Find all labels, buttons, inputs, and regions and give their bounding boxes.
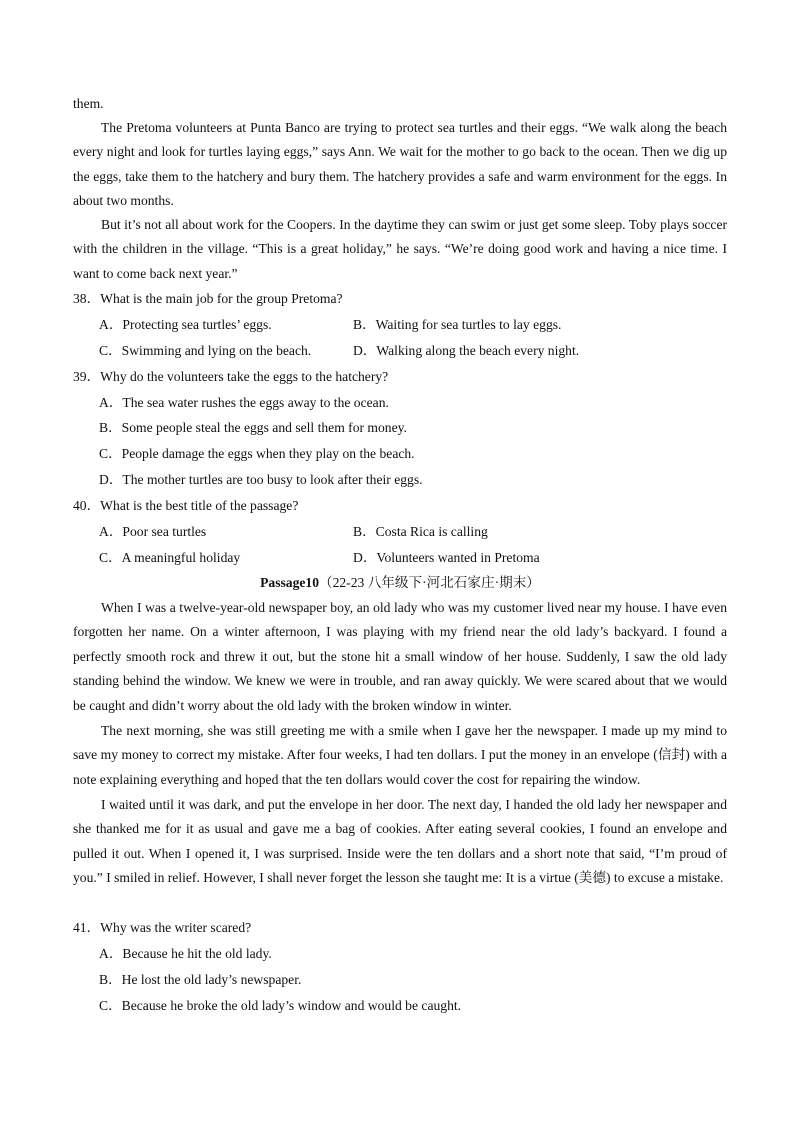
passage10-paragraph-1: When I was a twelve-year-old newspaper boy, an old lady who was my customer lived near my house. I have even forgotten her name. On a winter afternoon, I was playing with my friend near the old lady’s backyard. I found a perfectly smooth rock and threw it out, but the stone hit a small window of her house. Suddenly, I saw the old lady standing behind the window. We knew we were in trouble, and ran away quickly. We were scared about that we would be caught and didn’t worry about the old lady with the broken window in winter.: [73, 600, 727, 713]
question-40-option-a: A．Poor sea turtles: [99, 524, 207, 539]
question-40-option-d: D．Volunteers wanted in Pretoma: [353, 550, 540, 565]
continuation-text: them.: [73, 96, 104, 111]
question-38-option-b: B．Waiting for sea turtles to lay eggs.: [353, 317, 562, 332]
question-39-option-a: A．The sea water rushes the eggs away to the ocean.: [99, 395, 389, 410]
question-38-option-a: A．Protecting sea turtles’ eggs.: [99, 317, 272, 332]
question-41-stem: 41．Why was the writer scared?: [73, 920, 252, 935]
question-39-stem: 39．Why do the volunteers take the eggs to the hatchery?: [73, 369, 389, 384]
question-41-option-a: A．Because he hit the old lady.: [99, 946, 272, 961]
question-40-stem: 40．What is the best title of the passage?: [73, 498, 299, 513]
passage9-paragraph-1: The Pretoma volunteers at Punta Banco are trying to protect sea turtles and their eggs. “We walk along the beach every night and look for turtles laying eggs,” says Ann. We wait for the mother to go back to the ocean. Then we dig up the eggs, take them to the hatchery and bury them. The hatchery provides a safe and warm environment for the eggs. In about two months.: [73, 120, 727, 209]
question-40-option-b: B．Costa Rica is calling: [353, 524, 488, 539]
question-41-option-b: B．He lost the old lady’s newspaper.: [99, 972, 302, 987]
question-41-option-c: C．Because he broke the old lady’s window and would be caught.: [99, 998, 462, 1013]
passage10-paragraph-3: I waited until it was dark, and put the envelope in her door. The next day, I handed the old lady her newspaper and she thanked me for it as usual and gave me a bag of cookies. After eating several cookies, I found an envelope and pulled it out. When I opened it, I was surprised. Inside were the ten dollars and a short note that said, “I’m proud of you.” I smiled in relief. However, I shall never forget the lesson she taught me: It is a virtue (美德) to excuse a mistake.: [73, 797, 727, 886]
question-38-stem: 38．What is the main job for the group Pretoma?: [73, 291, 343, 306]
question-39-option-d: D．The mother turtles are too busy to look after their eggs.: [99, 472, 423, 487]
passage10-title: Passage10: [260, 575, 319, 590]
passage10-heading: [0, 575, 800, 591]
question-38-option-d: D．Walking along the beach every night.: [353, 343, 580, 358]
passage9-paragraph-2: But it’s not all about work for the Coopers. In the daytime they can swim or just get some sleep. Toby plays soccer with the children in the village. “This is a great holiday,” he says. “We’re doing good work and having a nice time. I want to come back next year.”: [73, 217, 727, 281]
question-38-option-c: C．Swimming and lying on the beach.: [99, 343, 312, 358]
passage10-paragraph-2: The next morning, she was still greeting me with a smile when I gave her the newspaper. I made up my mind to save my money to correct my mistake. After four weeks, I had ten dollars. I put the money in an envelope (信封) with a note explaining everything and hoped that the ten dollars would cover the cost for repairing the window.: [73, 723, 727, 787]
question-39-option-c: C．People damage the eggs when they play on the beach.: [99, 446, 415, 461]
passage10-source: （22-23 八年级下·河北石家庄·期末）: [319, 575, 540, 590]
question-39-option-b: B．Some people steal the eggs and sell them for money.: [99, 420, 407, 435]
question-40-option-c: C．A meaningful holiday: [99, 550, 241, 565]
